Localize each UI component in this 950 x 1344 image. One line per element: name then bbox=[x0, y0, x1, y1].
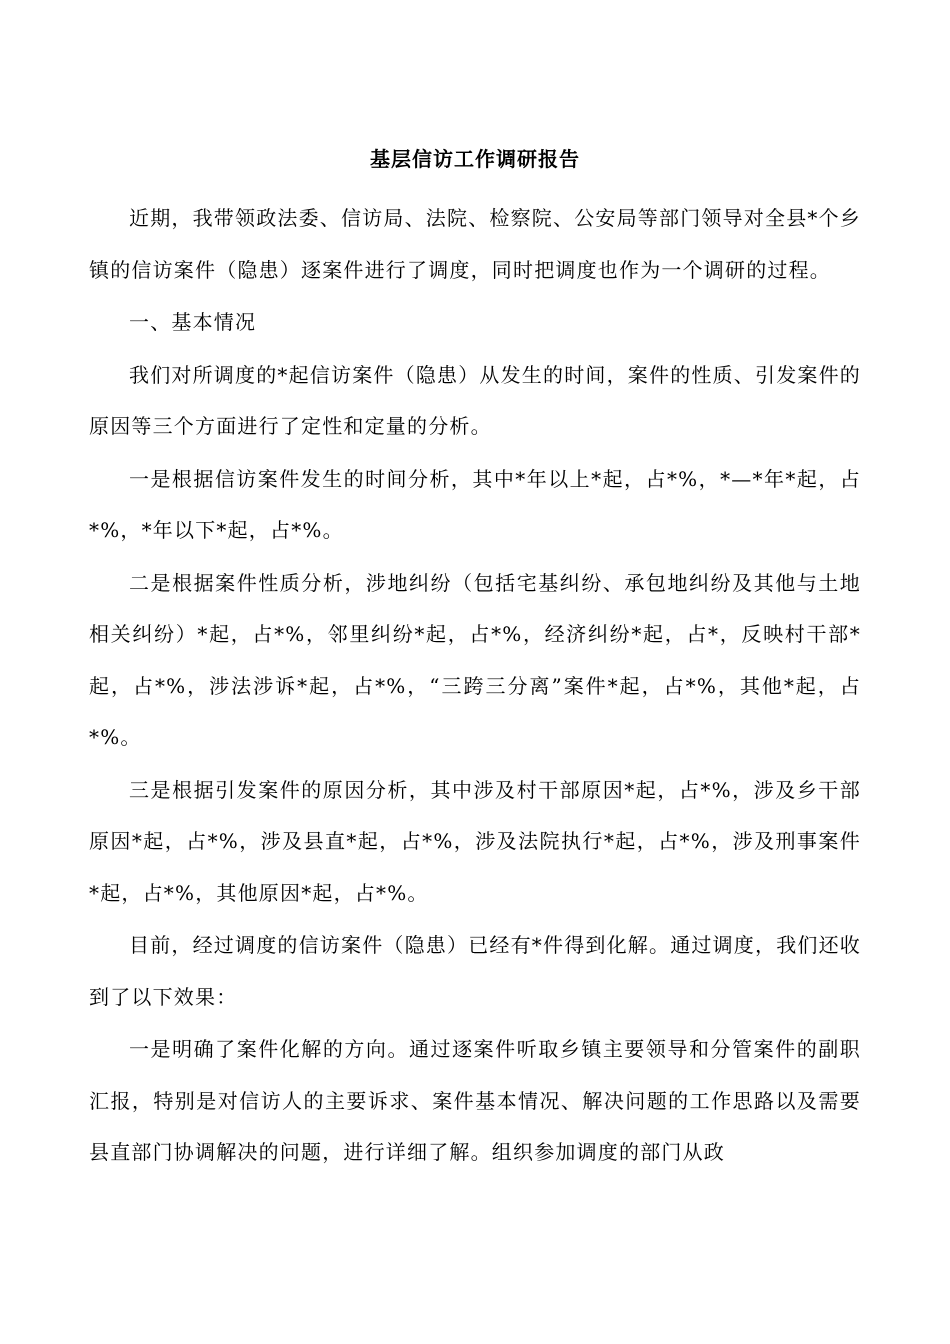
paragraph-intro: 近期，我带领政法委、信访局、法院、检察院、公安局等部门领导对全县*个乡镇的信访案件（隐患）逐案件进行了调度，同时把调度也作为一个调研的过程。 bbox=[89, 206, 861, 282]
paragraph-analysis-overview: 我们对所调度的*起信访案件（隐患）从发生的时间，案件的性质、引发案件的原因等三个方面进行了定性和定量的分析。 bbox=[89, 362, 861, 438]
document-title: 基层信访工作调研报告 bbox=[370, 147, 580, 171]
paragraph-current-status: 目前，经过调度的信访案件（隐患）已经有*件得到化解。通过调度，我们还收到了以下效果： bbox=[89, 933, 861, 1009]
paragraph-nature-analysis: 二是根据案件性质分析，涉地纠纷（包括宅基纠纷、承包地纠纷及其他与土地相关纠纷）*起，占*%，邻里纠纷*起，占*%，经济纠纷*起，占*，反映村干部*起，占*%，涉法涉诉*起，占*%，“三跨三分离”案件*起，占*%，其他*起，占*%。 bbox=[89, 570, 861, 749]
document-body bbox=[89, 193, 861, 1180]
paragraph-cause-analysis: 三是根据引发案件的原因分析，其中涉及村干部原因*起，占*%，涉及乡干部原因*起，占*%，涉及县直*起，占*%，涉及法院执行*起，占*%，涉及刑事案件*起，占*%，其他原因*起，占*%。 bbox=[89, 777, 861, 905]
section-heading-basic-situation: 一、基本情况 bbox=[129, 310, 257, 334]
paragraph-time-analysis: 一是根据信访案件发生的时间分析，其中*年以上*起，占*%，*—*年*起，占*%，*年以下*起，占*%。 bbox=[89, 466, 861, 542]
paragraph-effect-one: 一是明确了案件化解的方向。通过逐案件听取乡镇主要领导和分管案件的副职汇报，特别是对信访人的主要诉求、案件基本情况、解决问题的工作思路以及需要县直部门协调解决的问题，进行详细了解。组织参加调度的部门从政 bbox=[89, 1037, 861, 1164]
